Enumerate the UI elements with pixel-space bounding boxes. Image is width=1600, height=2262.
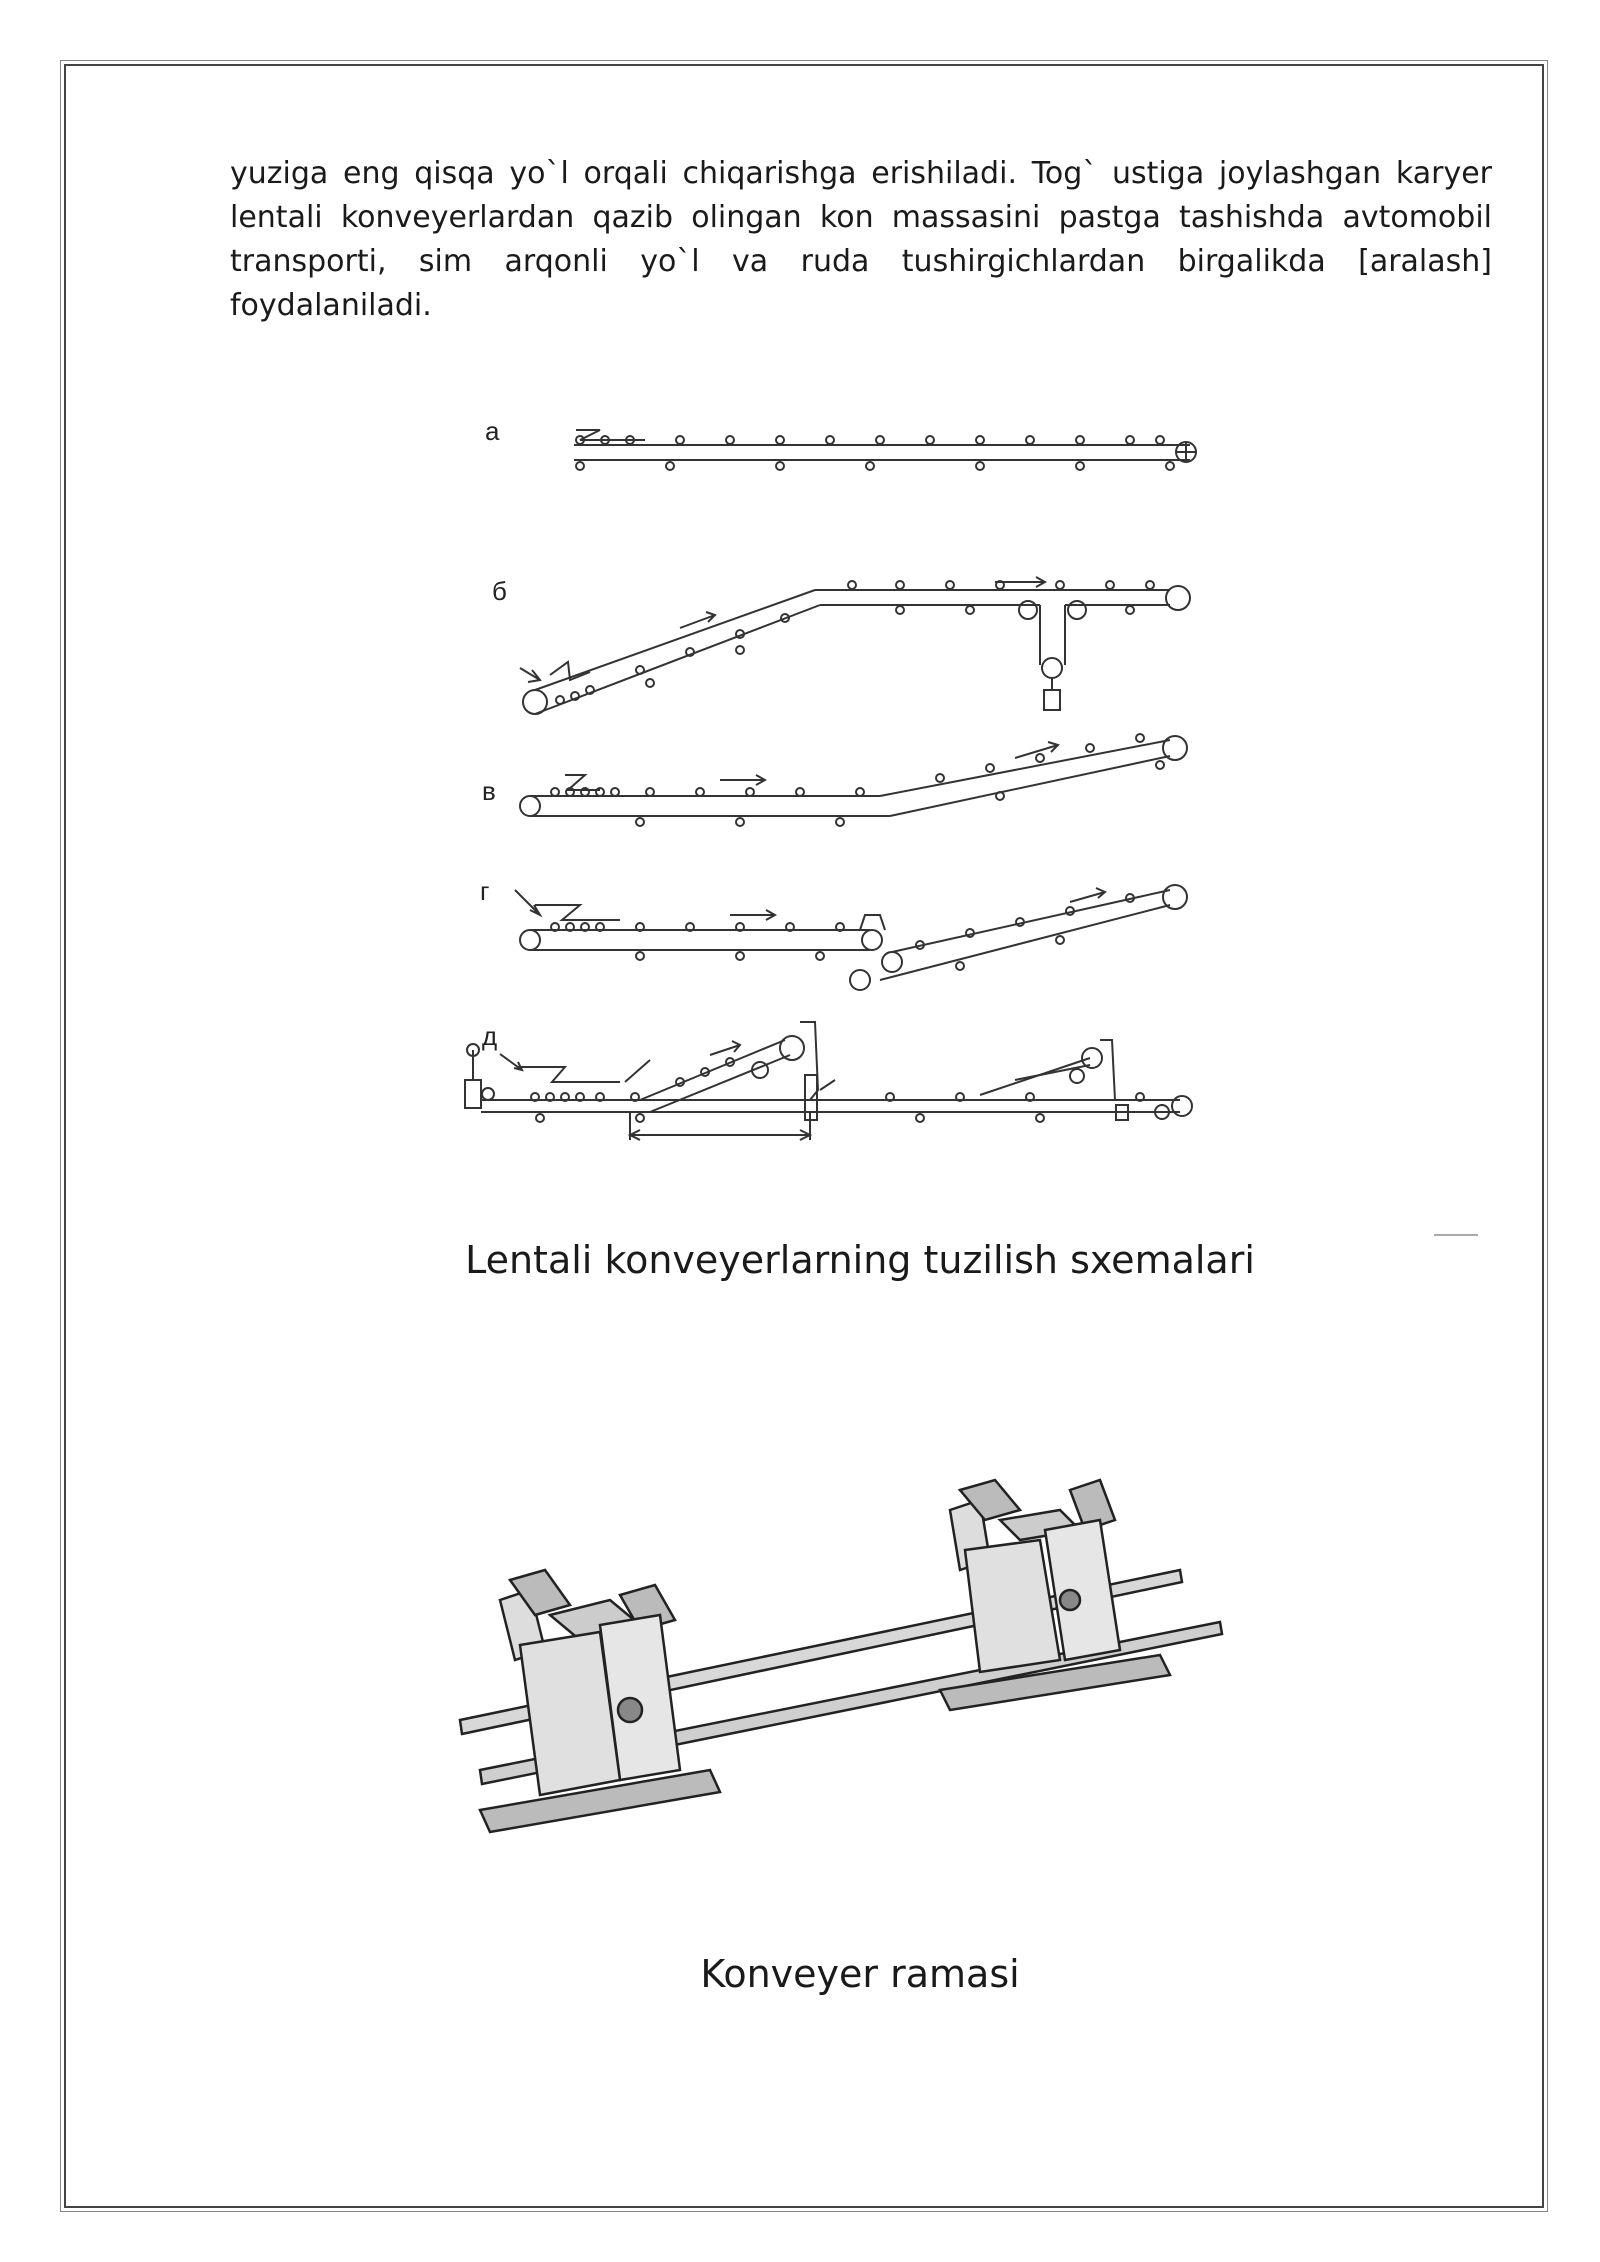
paragraph-line-3: transporti, sim arqonli yo`l va ruda tushirgichlardan birgalikda [aralash] bbox=[230, 244, 1492, 279]
paragraph-line-1: yuziga eng qisqa yo`l orqali chiqarishga erishiladi. Tog` ustiga joylashgan karyer bbox=[230, 156, 1492, 191]
paragraph-line-4: foydalaniladi. bbox=[230, 288, 432, 323]
scheme-v bbox=[520, 734, 1187, 826]
scheme-a bbox=[574, 430, 1196, 470]
scheme-label-d: д bbox=[482, 1021, 498, 1051]
scheme-label-b: б bbox=[492, 576, 507, 606]
scheme-b bbox=[520, 577, 1190, 714]
scheme-g bbox=[515, 885, 1187, 990]
conveyor-frame-figure bbox=[440, 1450, 1240, 1900]
frame-support-front bbox=[480, 1570, 720, 1832]
scheme-label-g: г bbox=[480, 876, 490, 906]
decorative-dash bbox=[1434, 1234, 1478, 1236]
scheme-label-a: а bbox=[485, 416, 500, 446]
scheme-label-v: в bbox=[482, 776, 496, 806]
body-paragraph bbox=[230, 152, 1492, 328]
figure2-caption: Konveyer ramasi bbox=[700, 1952, 1020, 1996]
figure1-caption: Lentali konveyerlarning tuzilish sxemalari bbox=[465, 1238, 1255, 1282]
paragraph-line-2: lentali konveyerlardan qazib olingan kon massasini pastga tashishda avtomobil bbox=[230, 200, 1492, 235]
scheme-d bbox=[465, 1022, 1192, 1140]
conveyor-schemes-figure bbox=[440, 400, 1220, 1170]
